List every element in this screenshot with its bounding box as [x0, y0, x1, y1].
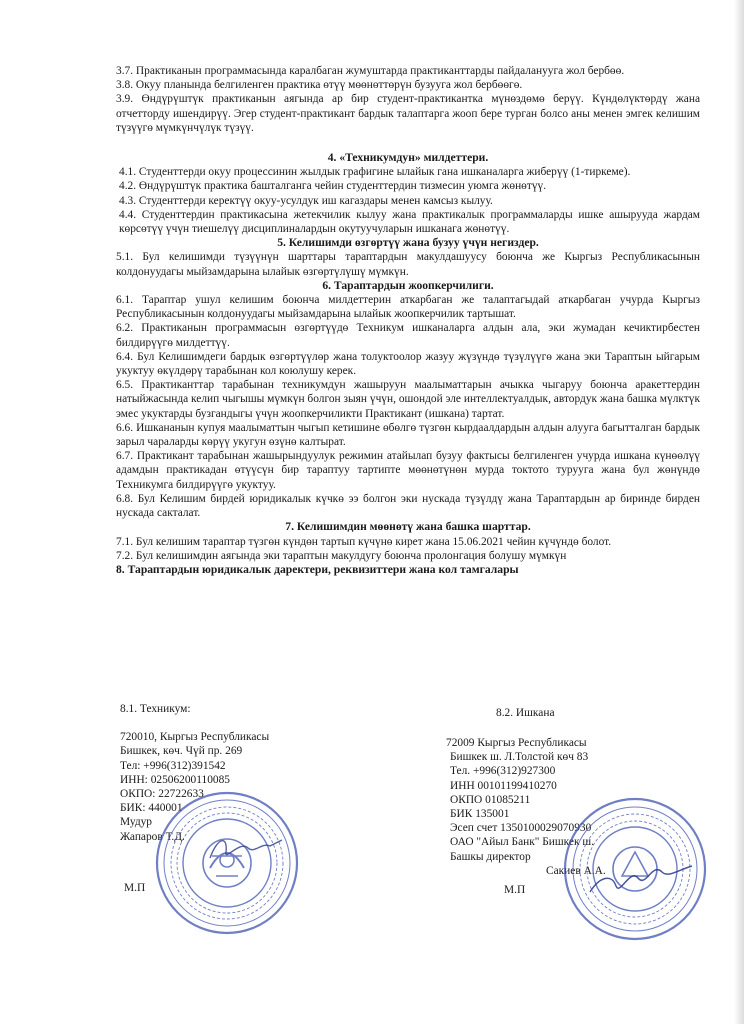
- company-line: ОКПО 01085211: [450, 793, 531, 806]
- company-line: 72009 Кыргыз Республикасы: [446, 737, 587, 749]
- contract-body: [116, 64, 700, 577]
- stamp-place-label: М.П: [124, 882, 146, 894]
- clause-6-2: 6.2. Практиканын программасын өзгөртүүдө Техникум ишканаларга алдын ала, эки жумадан кечиктирбестен билдирүүгө милдеттүү.: [116, 322, 700, 349]
- clause-6-8: 6.8. Бул Келишим бирдей юридикалык күчкө ээ болгон эки нускада түзүлдү жана Тараптардын ар биринде бирден нускада сакталат.: [116, 492, 700, 520]
- section-5-title: 5. Келишимди өзгөртүү жана бузуу үчүн негиздер.: [277, 236, 539, 250]
- section-4-title: 4. «Техникумдун» милдеттери.: [327, 151, 489, 165]
- clause-3-8: 3.8. Окуу планында белгиленген практика өтүү мөөнөттөрүн бузууга жол бербөөгө.: [116, 79, 523, 92]
- company-line: Башкы директор: [450, 850, 531, 863]
- technikum-line: Мудур: [120, 816, 153, 829]
- clause-3-7: 3.7. Практиканын программасында каралбаган жумуштарда практиканттарды пайдаланууга жол бербөө.: [116, 65, 625, 77]
- clause-6-4: 6.4. Бул Келишимдеги бардык өзгөртүүлөр жана толуктоолор жазуу жүзүндө түзүлүүгө жана эки Тараптын ыйгарым укуктуу өкүлдөрү тарабынан кол коюлушу керек.: [116, 350, 700, 378]
- clause-4-2: 4.2. Өндүрүштүк практика башталганга чейин студенттердин тизмесин уюмга жөнөтүү.: [119, 180, 547, 193]
- technikum-requisites: [120, 702, 269, 844]
- company-line: Сакиев А.А.: [546, 864, 606, 877]
- clause-6-7: 6.7. Практикант тарабынан жашырындуулук режимин атайылап бузуу фактысы белгиленген учурда ишкана күнөөлүү адамдын практикадан өтүүсүн бир тараптуу тартипте мөөнөтүнөн мурда токтото турууга жана бул жөнүндө Техникумга билдирүүгө укуктуу.: [116, 450, 700, 491]
- company-line: БИК 135001: [450, 808, 510, 821]
- technikum-line: ИНН: 02506200110085: [120, 773, 231, 786]
- clause-4-4: 4.4. Студенттердин практикасына жетекчилик кылуу жана практикалык программаларды ишке ашырууда жардам көрсөтүү үчүн тиешелүү дисциплиналардын окутуучуларын ишканага жөнөтүү.: [119, 208, 700, 236]
- clause-7-1: 7.1. Бул келишим тараптар түзгөн күндөн тартып күчүнө кирет жана 15.06.2021 чейин күчүндө болот.: [116, 535, 612, 548]
- technikum-line: ОКПО: 22722633: [120, 788, 204, 801]
- technikum-line: БИК: 440001: [120, 802, 183, 815]
- clause-6-6: 6.6. Ишкананын купуя маалыматтын чыгып кетишине өбөлгө түзгөн кырдаалдардын алдын алууга багытталган бардык зарыл чараларды көрүү укугун өзүнө калтырат.: [116, 421, 700, 449]
- company-line: ИНН 00101199410270: [450, 779, 557, 792]
- technikum-heading: 8.1. Техникум:: [120, 703, 191, 715]
- clause-4-3: 4.3. Студенттерди керектүү окуу-усулдук иш кагаздары менен камсыз кылуу.: [119, 194, 493, 207]
- technikum-line: Жапаров Т.Д.: [120, 830, 185, 843]
- company-heading: 8.2. Ишкана: [496, 707, 555, 719]
- clause-7-2: 7.2. Бул келишимдин аягында эки тараптын макулдугу боюнча пролонгация болушу мүмкүн: [116, 549, 567, 562]
- technikum-line: Бишкек, көч. Чүй пр. 269: [120, 745, 243, 758]
- section-7-title: 7. Келишимдин мөөнөтү жана башка шарттар.: [285, 520, 531, 534]
- clause-4-1: 4.1. Студенттерди окуу процессинин жылдык графигине ылайык гана ишканаларга жиберүү (1-тиркеме).: [119, 166, 631, 179]
- section-8-title: 8. Тараптардын юридикалык даректери, реквизиттери жана кол тамгалары: [116, 562, 519, 576]
- company-line: Тел. +996(312)927300: [450, 765, 556, 778]
- clause-3-9: 3.9. Өндүрүштүк практиканын аягында ар бир студент-практикантка мүнөздөмө берүү. Күндөлүктөрдү жана отчетторду ишендирүү. Эгер студент-практикант бардык талаптарга жооп бере турган болсо аны менен эмгек келишим түзүүгө мүмкүнчүлүк түзүү.: [116, 93, 700, 134]
- technikum-line: 720010, Кыргыз Республикасы: [120, 731, 270, 744]
- clause-6-5: 6.5. Практиканттар тарабынан техникумдун жашыруун маалыматтарын ачыкка чыгаруу боюнча аракеттердин натыйжасында келип чыгышы мүмкүн болгон зыян үчүн, ошондой эле интеллектуалдык, автордук жана башка мүлктүк эмес укуктарды бузгандыгы үчүн жоопкерчиликти Практикант (ишкана) тартат.: [116, 379, 700, 420]
- clause-6-1: 6.1. Тараптар ушул келишим боюнча милдеттерин аткарбаган же талаптагыдай аткарбаган учурда Кыргыз Республикасынын колдонуудагы мыйзамдарына ылайык жоопкерчилик тартышат.: [116, 294, 700, 321]
- company-line: Бишкек ш. Л.Толстой көч 83: [450, 751, 589, 764]
- company-line: ОАО "Айыл Банк" Бишкек ш.: [450, 836, 594, 849]
- scan-edge-shadow: [734, 0, 744, 1024]
- stamp-place-label: М.П: [504, 884, 526, 896]
- clause-5-1: 5.1. Бул келишимди түзүүнүн шарттары тараптардын макулдашуусу боюнча же Кыргыз Республикасынын колдонуудагы мыйзамдарына ылайык өзгөртүлүшү мүмкүн.: [116, 251, 700, 278]
- section-6-title: 6. Тараптардын жоопкерчилиги.: [322, 278, 494, 292]
- technikum-line: Тел: +996(312)391542: [120, 759, 226, 772]
- company-line: Эсеп счет 1350100029070930: [450, 822, 592, 835]
